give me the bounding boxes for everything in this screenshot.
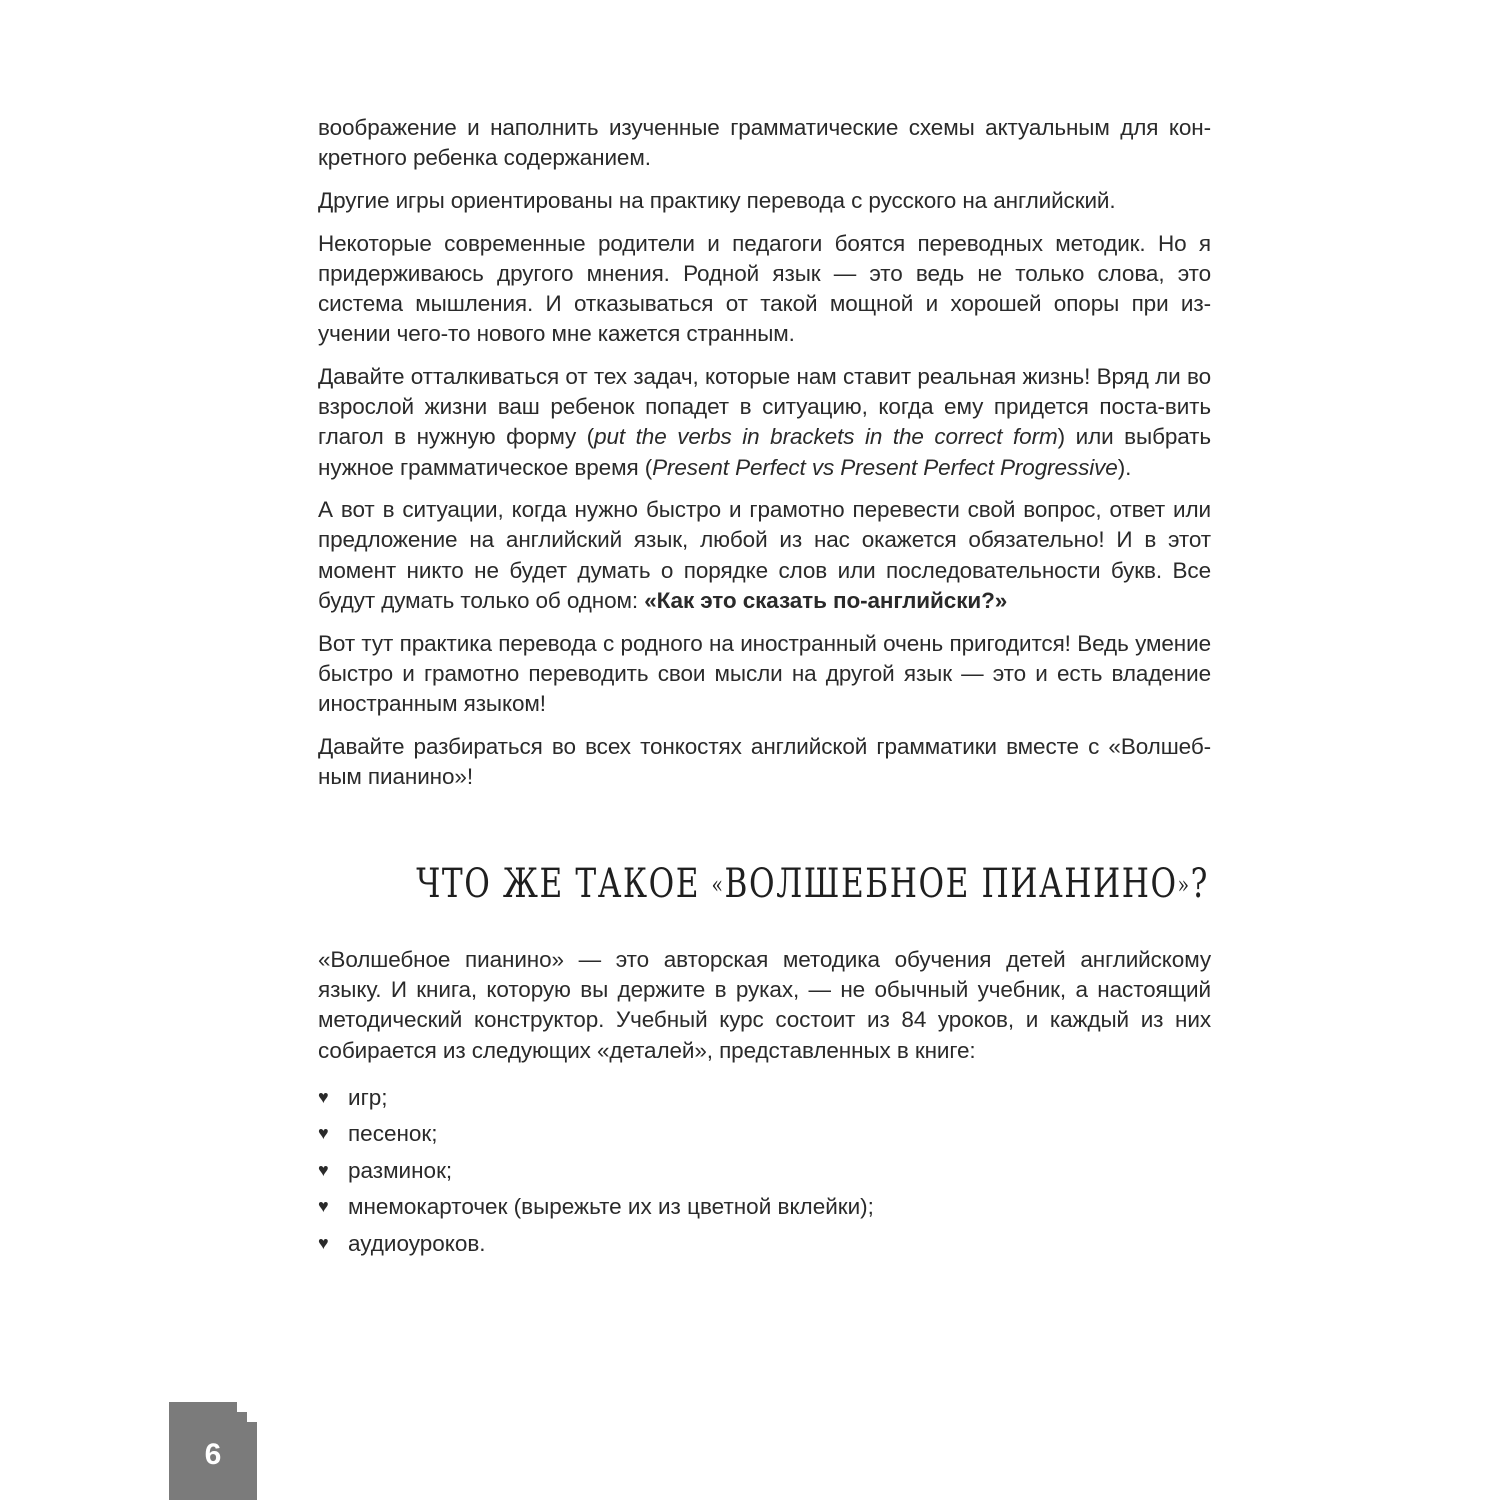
paragraph-3: Некоторые современные родители и педагоги боятся переводных методик. Но я придерживаюсь другого мнения. Родной язык — это ведь не только слова, это система мышления. И отказываться от такой мощной и хорошей опоры при из-учении чего-то нового мне кажется странным. — [318, 230, 1211, 347]
paragraph-5-part1: А вот в ситуации, когда нужно быстро и грамотно перевести свой вопрос, ответ или предложение на английский язык, любой из нас окажется обязательно! И в этот момент никто не будет думать о порядке слов или последовательности букв. Все будут думать только об одном: — [318, 497, 1211, 613]
list-item-label: разминок; — [348, 1157, 453, 1183]
paragraph-6: Вот тут практика перевода с родного на иностранный очень пригодится! Ведь умение быстро и грамотно переводить свои мысли на другой язык — это и есть владение иностранным языком! — [318, 630, 1211, 716]
list-item — [318, 1080, 1211, 1117]
intro-paragraph: «Волшебное пианино» — это авторская методика обучения детей английскому языку. И книга, которую вы держите в руках, — не обычный учебник, а настоящий методический конструктор. Учебный курс состоит из 84 уроков, и каждый из них собирается из следующих «деталей», представленных в книге: — [318, 947, 1211, 1063]
paragraph-4 — [318, 362, 1211, 483]
body-text-top — [318, 113, 1211, 792]
heart-icon: ♥ — [318, 1159, 329, 1180]
section-heading — [416, 846, 1209, 923]
heading-quote-close: » — [1177, 871, 1191, 899]
heart-icon: ♥ — [318, 1232, 329, 1253]
heart-icon: ♥ — [318, 1123, 329, 1144]
list-item — [318, 1189, 1211, 1226]
heart-icon: ♥ — [318, 1196, 329, 1217]
paragraph-7: Давайте разбираться во всех тонкостях английской грамматики вместе с «Волшеб-ным пианино»! — [318, 733, 1211, 789]
paragraph-4-italic1: put the verbs in brackets in the correct form — [594, 424, 1058, 450]
paragraph-4-italic2: Present Perfect vs Present Perfect Progressive — [652, 454, 1118, 480]
list-item-label: мнемокарточек (вырежьте их из цветной вклейки); — [348, 1194, 874, 1220]
heading-quote-open: « — [711, 871, 725, 899]
paragraph-5 — [318, 495, 1211, 616]
list-item — [318, 1226, 1211, 1263]
paragraph-4-part1: Давайте отталкиваться от тех задач, которые нам ставит реальная жизнь! Вряд ли во взрослой жизни ваш ребенок попадет в ситуацию, когда ему придется поста-вить глагол в нужную форму ( — [318, 363, 1211, 450]
paragraph-4-part2: ) или выбрать нужное грамматическое время ( — [318, 424, 1212, 480]
heading-part1: ЧТО ЖЕ ТАКОЕ — [416, 861, 712, 907]
paragraph-5-bold: «Как это сказать по-английски?» — [644, 587, 1008, 613]
body-text-bottom — [318, 945, 1211, 1262]
list-item-label: аудиоуроков. — [348, 1230, 486, 1256]
paragraph-2: Другие игры ориентированы на практику перевода с русского на английский. — [318, 187, 1116, 213]
paragraph-4-part3: ). — [1117, 454, 1132, 480]
feature-list — [318, 1080, 1211, 1263]
page-tab-pixel — [237, 1412, 247, 1422]
list-item-label: песенок; — [348, 1121, 438, 1147]
heading-part2: ВОЛШЕБНОЕ ПИАНИНО — [724, 861, 1178, 907]
paragraph-1: воображение и наполнить изученные грамматические схемы актуальным для кон-кретного ребенка содержанием. — [318, 115, 1211, 171]
page-tab-pixel-gap — [247, 1412, 257, 1422]
list-item — [318, 1116, 1211, 1153]
heading-part3: ? — [1190, 861, 1209, 907]
list-item — [318, 1153, 1211, 1190]
list-item-label: игр; — [348, 1084, 388, 1110]
page-number: 6 — [204, 1438, 222, 1471]
heart-icon: ♥ — [318, 1086, 329, 1107]
